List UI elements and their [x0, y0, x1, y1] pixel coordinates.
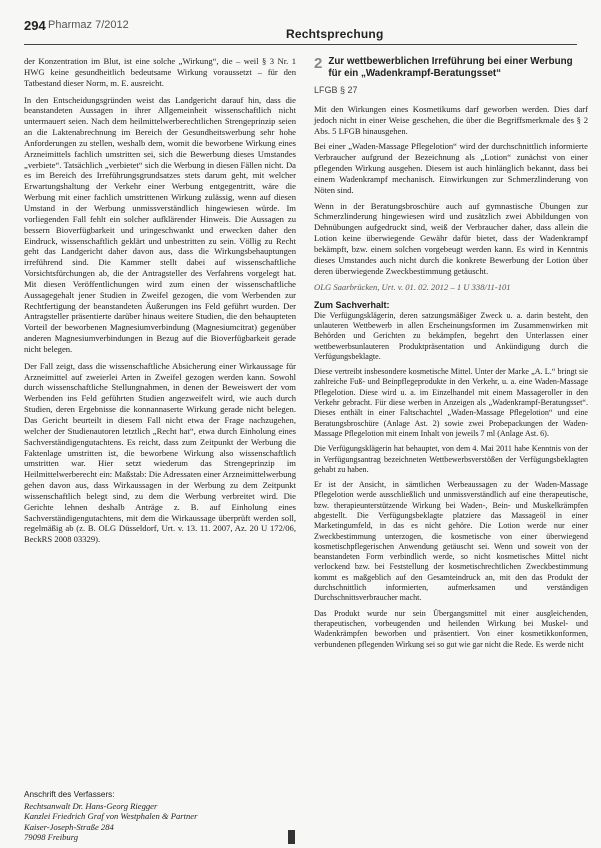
sachverhalt-paragraph-3: Die Verfügungsklägerin hat behauptet, von dem 4. Mai 2011 habe Kenntnis von der in Verfügungsantrag bezeichneten Wettbewerbsverstößen der Verfügungsbeklagten gehabt zu haben. — [314, 444, 588, 474]
left-paragraph-2: In den Entscheidungsgründen weist das Landgericht darauf hin, dass die beanstandeten Aussagen in ihrer Allgemeinheit wissenschaftlich nicht untermauert seien. Nach dem heilmittelwerberechtlichen Strengeprinzip seien an die Laktenabrechnung im Bereich der Gesundheitswerbung sehr hohe Anforderungen zu stellen, weshalb dem, womit die beworbene Wirkung eines Arzneimittels fachlich umstritten sei, sich die Bewerbung dieses Umstandes „verbiete“. Tatsächlich „verbietet“ sich die Werbung in diesen Fällen nicht. Da es im Bereich des Irreführungsgrundsatzes stets darum geht, mit welcher Erwartungshaltung der Verkehr einer Werbung entgegentritt, wäre die Werbung mit einer fachlich umstrittenen Wirkung zulässig, wenn auf diesen Umstand in der Werbung unmissverständlich hingewiesen würde. Im vorliegenden Fall fehlt ein solcher aufklärender Hinweis. Die Aussagen zu bessern Bioverfügbarkeit und uringeschwankt und erwecken daher den Eindruck, wissenschaftlich geklärt und unbestritten zu sein. Völlig zu Recht geht das Landgericht daher davon aus, dass die Wirkungsbehauptungen irreführend sind. Die Kammer stellt dabei auf wissenschaftliche Vorsichtsfürchungen ab, die der Antragsteller des Verfahrens vorgelegt hat. Mit diesen Veröffentlichungen wird zum einen der wissenschaftliche Aussagegehalt jener Studien in Zweifel gezogen, die vom Werbenden zur Rechtfertigung der beanstandeten Äußerungen ins Feld geführt wurden. Der Antragsteller präsentierte darüber hinaus weitere Studien, die den behaupteten Vorteil der beworbenen Magnesiumverbindung (Magnesiumcitrat) gegenüber anderen Magnesiumverbindungen in Bezug auf die Bioverfügbarkeit gerade nicht belegen. — [24, 94, 296, 354]
guiding-principle-2: Bei einer „Waden-Massage Pflegelotion“ wird der durchschnittlich informierte Verbraucher aufgrund der Bezeichnung als „Lotion“ zunächst von einer pflegenden Wirkung ausgehen. Diesem ist auch hinlänglich bekannt, dass bei einem Wadenkrampf mechanisch. Einwirkungen zur Schmerzlinderung von Nöten sind. — [314, 141, 588, 195]
left-paragraph-1: der Konzentration im Blut, ist eine solche „Wirkung“, die – weil § 3 Nr. 1 HWG keine gesundheitlich bedeutsame Wirkung voraussetzt – für den Tatbestand dieser Norm, m. E. ausreicht. — [24, 56, 296, 88]
author-address-title: Anschrift des Verfassers: — [24, 790, 115, 799]
section-title: Rechtsprechung — [286, 27, 384, 41]
sachverhalt-paragraph-4: Er ist der Ansicht, in sämtlichen Werbeaussagen zu der Waden-Massage Pflegelotion werde ausschließlich und unmissverständlich auf eine therapeutische, bzw. therapieunterstützende Wirkung bei Waden-, Bein- und Muskelkrämpfen abgestellt. Die Verfügungsbeklagte platziere das Massageöl in einer Marketingumfeld, in das es nicht gehöre. Die Lotion werde nur einer Zweckbestimmung unterzogen, die kosmetische von einer überwiegend kosmetischpflegerischen Anwendung getäuscht sei. Wenn und soweit von der beanstandeten Form verbindlich werde, so nicht kosmetisches Mittel nicht verlockend bzw. bei Feststellung der kosmetischrechtlichen Zweckbestimmung kommt es maßgeblich auf den Gesamteindruck an, mit den das Produkt der durchschnittlich informierten, aufmerksamen und verständigen Durchschnittsverbraucher macht. — [314, 480, 588, 603]
article-heading — [314, 56, 588, 79]
magazine-issue: Pharmaz 7/2012 — [48, 19, 129, 31]
guiding-principle-1: Mit den Wirkungen eines Kosmetikums darf geworben werden. Dies darf jedoch nicht in einer Weise geschehen, die über die Begriffsmerkmale des § 2 Abs. 5 LFGB hinausgehen. — [314, 103, 588, 136]
law-reference: LFGB § 27 — [314, 85, 358, 95]
author-city: 79098 Freiburg — [24, 832, 79, 843]
author-name: Rechtsanwalt Dr. Hans-Georg Riegger — [24, 800, 158, 811]
sachverhalt-paragraph-2: Diese vertreibt insbesondere kosmetische Mittel. Unter der Marke „A. L.“ bringt sie zahlreiche Fuß- und Beinpflegeprodukte in den Verkehr, u. a. eine Waden-Massage Pflegelotion. Diese wird u. a. im Einzelhandel mit einem Massageroller in den Verkehr gebracht. Für diese werben in Anzeigen als „Wadenkrampf-Beratungsset“. Dieses enthält in einer Faltschachtel „Waden-Massage Pflegelotion“ und eine Beratungsbroschüre (Anlage Ast. 2) sowie zwei Probepackungen der Waden-Massage Pflegelotion mit einem Inhalt von jeweils 7 ml (Anlage Ast. 6). — [314, 367, 588, 438]
page-number: 294 — [24, 18, 46, 33]
right-column — [314, 56, 588, 655]
article-title: Zur wettbewerblichen Irreführung bei einer Werbung für ein „Wadenkrampf-Beratungsset“ — [328, 56, 573, 79]
sachverhalt-section — [314, 300, 588, 650]
guiding-principle-3: Wenn in der Beratungsbroschüre auch auf gymnastische Übungen zur Schmerzlinderung hingewiesen wird und zusätzlich zwei Abbildungen von Dehnübungen aufgedruckt sind, weiß der Verbraucher daher, dass allein die Lotion keine überwiegende Gewähr dafür bietet, dass der Wadenkrampf bekämpft, bzw. einem solchen vorgebeugt werden kann. Es wird in Kenntnis dieses Umstandes auch nicht durch die konkrete Bewerbung der Lotion über deren überwiegende Zweckbestimmung getäuscht. — [314, 200, 588, 276]
author-address — [24, 790, 296, 843]
article-number: 2 — [314, 55, 323, 72]
page-marker — [288, 830, 295, 844]
author-street: Kaiser-Joseph-Straße 284 — [24, 821, 114, 832]
left-column — [24, 56, 296, 550]
author-firm: Kanzlei Friedrich Graf von Westphalen & Partner — [24, 811, 198, 822]
header-rule — [24, 44, 577, 45]
sachverhalt-paragraph-5: Das Produkt wurde nur sein Übergangsmittel mit einer ausgleichenden, therapeutischen, vorbeugenden und heilenden Wirkung bei Muskel- und Wadenkrämpfen beworben und präsentiert. Von einer kosmetikkonformen, verbundenen pflegenden Wirkung sei so gut wie gar nicht die Rede. Es werde nicht — [314, 608, 588, 649]
sachverhalt-label: Zum Sachverhalt: — [314, 300, 390, 311]
page-header — [24, 18, 577, 46]
left-paragraph-3: Der Fall zeigt, dass die wissenschaftliche Absicherung einer Wirkaussage für Arzneimittel auf zweierlei Arten in Zweifel gezogen werden kann. Sowohl durch wissenschaftliche Stellungnahmen, in denen der Beweiswert der vom Werbenden ins Feld geführten Studien angezweifelt wird, wie auch durch Studien, deren Ergebnisse die konnannaserte Wirkung gerade nicht belegen. Das Gericht beurteilt in diesem Fall nicht etwa der Frage nachzugehen, welcher der Studienautoren letztlich „Recht hat“, etwa durch Einholung eines Sachverständigengutachtens. Es reicht, dass zum Zeitpunkt der Werbung die Faktenlage umstritten ist, die beworbene Wirkung also wissenschaftlich umstritten war. Hier setzt wiederum das Strengeprinzip im Heilmittelwerberecht ein: Maßstab: Die Adressaten einer Arzneimittelwerbung gehen davon aus, dass Wirkaussagen in der Werbung zu dem Zeitpunkt wissenschaftlich belegt sind, zu dem die Werbung verbreitet wird. Die Gerichte lehnen deshalb Anträge z. B. auf Einholung eines Sachverständigengutachtens, mit dem die Wirkaussage überprüft werden soll, regelmäßig ab (z. B. OLG Düsseldorf, Urt. v. 13. 11. 2007, Az. 20 U 172/06, BeckRS 2008 03329). — [24, 360, 296, 545]
sachverhalt-paragraph-1: Die Verfügungsklägerin, deren satzungsmäßiger Zweck u. a. darin besteht, den unlauteren Wettbewerb in allen Erscheinungsformen im Zusammenwirken mit Behörden und Gerichten zu bekämpfen, begehrt den Unterlassen einer wettbewerbsunlauteren Produktpräsentation und Ankündigung durch die Verfügungsbeklagte. — [314, 310, 588, 361]
court-reference: OLG Saarbrücken, Urt. v. 01. 02. 2012 – 1 U 338/11-101 — [314, 281, 511, 292]
